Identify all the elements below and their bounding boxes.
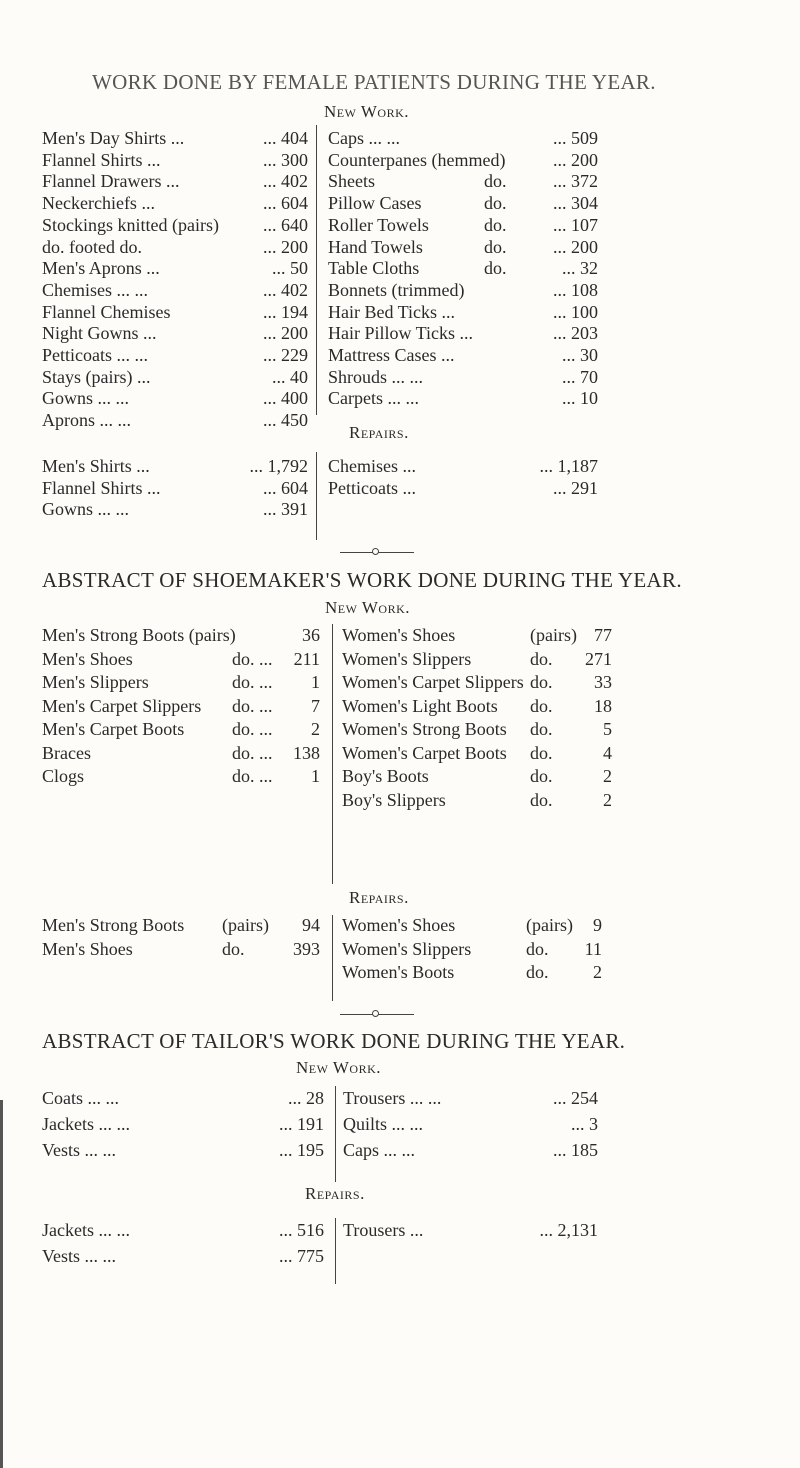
item-unit: do.: [530, 766, 553, 786]
item-label: Table Cloths: [328, 258, 420, 279]
item-label: Vests ... ...: [42, 1246, 117, 1266]
item-label: Petticoats ...: [328, 477, 416, 498]
item-count: ... 50: [272, 258, 308, 279]
item-label: do. footed do.: [42, 236, 142, 257]
item-count: 2: [603, 789, 612, 810]
item-count: 2: [593, 962, 602, 982]
item-unit: do.: [526, 938, 549, 959]
item-label: Gowns ... ...: [42, 388, 130, 409]
section3-column-divider: [335, 1086, 336, 1182]
item-count: ... 1,187: [539, 456, 598, 476]
item-count: ... 372: [553, 171, 598, 192]
item-count: ... 3: [571, 1114, 598, 1134]
item-label: Neckerchiefs ...: [42, 193, 155, 214]
item-label: Caps ... ...: [328, 128, 400, 148]
item-label: Women's Boots: [342, 962, 455, 982]
item-count: ... 304: [553, 193, 598, 214]
section1-column-divider: [316, 125, 317, 415]
item-unit: (pairs): [526, 915, 573, 935]
item-count: ... 200: [553, 236, 598, 257]
item-unit: do. ...: [232, 766, 273, 786]
item-label: Petticoats ... ...: [42, 345, 148, 365]
item-label: Bonnets (trimmed): [328, 279, 465, 300]
item-unit: (pairs): [530, 625, 577, 645]
item-count: 2: [311, 719, 320, 739]
item-label: Chemises ...: [328, 456, 416, 476]
item-count: ... 404: [263, 128, 308, 148]
item-count: 94: [302, 915, 320, 935]
item-unit: do.: [484, 171, 507, 192]
table-row: [328, 478, 598, 508]
item-unit: do. ...: [232, 695, 273, 716]
item-label: Men's Strong Boots: [42, 915, 185, 935]
item-label: Stays (pairs) ...: [42, 366, 151, 387]
item-count: ... 28: [288, 1088, 324, 1108]
item-label: Quilts ... ...: [343, 1114, 424, 1134]
table-row: [42, 766, 320, 796]
item-count: ... 40: [272, 366, 308, 387]
item-unit: do.: [526, 962, 549, 982]
item-count: ... 1,792: [249, 456, 308, 476]
item-count: 5: [603, 719, 612, 739]
item-count: ... 509: [553, 128, 598, 148]
item-count: ... 200: [263, 323, 308, 344]
item-count: ... 400: [263, 388, 308, 409]
item-label: Men's Slippers: [42, 672, 149, 692]
table-row: [42, 939, 320, 969]
item-count: 11: [584, 938, 602, 959]
item-count: ... 195: [279, 1140, 324, 1160]
item-label: Men's Shirts ...: [42, 456, 150, 476]
section2-new-work-heading: New Work.: [325, 598, 411, 617]
item-label: Men's Shoes: [42, 648, 133, 669]
item-count: ... 254: [553, 1088, 598, 1108]
item-label: Women's Shoes: [342, 915, 456, 935]
item-count: ... 107: [553, 214, 598, 235]
section3-repairs-divider: [335, 1218, 336, 1284]
section3-repairs-heading: Repairs.: [305, 1184, 365, 1203]
item-label: Men's Shoes: [42, 938, 133, 959]
item-unit: do.: [484, 214, 507, 235]
item-count: 138: [293, 742, 320, 763]
item-count: ... 291: [553, 477, 598, 498]
item-count: ... 775: [279, 1246, 324, 1266]
table-row: [42, 1246, 324, 1276]
item-unit: do.: [530, 672, 553, 692]
item-count: ... 300: [263, 149, 308, 170]
item-unit: do.: [530, 789, 553, 810]
item-count: ... 200: [553, 149, 598, 170]
item-label: Counterpanes (hemmed): [328, 149, 506, 170]
table-row: [42, 499, 308, 529]
item-label: Hair Bed Ticks ...: [328, 301, 456, 322]
section1-new-work-heading: New Work.: [324, 102, 410, 121]
item-count: ... 194: [263, 301, 308, 322]
item-count: ... 516: [279, 1220, 324, 1240]
item-unit: do. ...: [232, 648, 273, 669]
table-row: [42, 410, 308, 440]
table-row: [328, 388, 598, 418]
item-count: 9: [593, 915, 602, 935]
section2-repairs-heading: Repairs.: [349, 888, 409, 907]
item-label: Women's Light Boots: [342, 695, 498, 716]
item-count: 7: [311, 695, 320, 716]
section1-repairs-divider: [316, 452, 317, 540]
item-label: Pillow Cases: [328, 193, 422, 214]
item-count: ... 200: [263, 236, 308, 257]
item-label: Boy's Boots: [342, 766, 429, 786]
item-count: ... 640: [263, 214, 308, 235]
section2-end-ornament: [372, 1010, 379, 1017]
item-label: Night Gowns ...: [42, 323, 157, 344]
item-count: ... 2,131: [539, 1220, 598, 1240]
item-label: Flannel Chemises: [42, 301, 171, 322]
item-label: Women's Slippers: [342, 938, 472, 959]
item-label: Women's Strong Boots: [342, 719, 507, 739]
table-row: [342, 962, 602, 992]
item-label: Stockings knitted (pairs): [42, 214, 219, 235]
item-unit: do. ...: [232, 742, 273, 763]
item-label: Men's Day Shirts ...: [42, 128, 185, 148]
item-count: 4: [603, 742, 612, 763]
item-count: ... 203: [553, 323, 598, 344]
item-label: Roller Towels: [328, 214, 429, 235]
item-label: Trousers ...: [343, 1220, 424, 1240]
item-count: 77: [594, 625, 612, 645]
item-count: ... 191: [279, 1114, 324, 1134]
item-count: ... 30: [562, 345, 598, 365]
item-label: Hand Towels: [328, 236, 423, 257]
item-count: ... 402: [263, 279, 308, 300]
item-count: ... 70: [562, 366, 598, 387]
item-unit: do. ...: [232, 672, 273, 692]
section2-column-divider: [332, 624, 333, 884]
item-label: Men's Strong Boots (pairs): [42, 625, 236, 645]
item-label: Hair Pillow Ticks ...: [328, 323, 474, 344]
item-count: ... 10: [562, 388, 598, 409]
item-count: ... 604: [263, 193, 308, 214]
item-label: Women's Carpet Slippers: [342, 672, 524, 692]
section2-title: ABSTRACT OF SHOEMAKER'S WORK DONE DURING THE YEAR.: [42, 568, 682, 592]
item-label: Flannel Shirts ...: [42, 477, 161, 498]
item-unit: (pairs): [222, 915, 269, 935]
item-label: Jackets ... ...: [42, 1220, 130, 1240]
item-label: Carpets ... ...: [328, 388, 419, 409]
item-label: Clogs: [42, 766, 85, 786]
item-unit: do.: [530, 648, 553, 669]
item-count: ... 402: [263, 171, 308, 192]
item-count: 36: [302, 625, 320, 645]
item-unit: do.: [484, 193, 507, 214]
item-unit: do.: [530, 695, 553, 716]
item-label: Flannel Shirts ...: [42, 149, 161, 170]
item-count: ... 100: [553, 301, 598, 322]
item-count: 33: [594, 672, 612, 692]
item-unit: do.: [484, 258, 507, 279]
item-label: Women's Slippers: [342, 648, 472, 669]
item-label: Men's Aprons ...: [42, 258, 160, 279]
table-row: [42, 1140, 324, 1170]
item-unit: do.: [484, 236, 507, 257]
item-label: Trousers ... ...: [343, 1088, 442, 1108]
item-count: ... 450: [263, 410, 308, 431]
item-label: Chemises ... ...: [42, 279, 148, 300]
item-count: ... 185: [553, 1140, 598, 1160]
section1-title: WORK DONE BY FEMALE PATIENTS DURING THE YEAR.: [92, 70, 656, 94]
item-unit: do.: [530, 742, 553, 763]
item-count: 271: [585, 648, 612, 669]
item-label: Gowns ... ...: [42, 499, 130, 520]
item-label: Braces: [42, 742, 91, 763]
section1-repairs-heading: Repairs.: [349, 423, 409, 442]
item-label: Coats ... ...: [42, 1088, 120, 1108]
item-label: Mattress Cases ...: [328, 345, 455, 365]
table-row: [343, 1140, 598, 1170]
item-count: ... 108: [553, 279, 598, 300]
item-count: 211: [293, 648, 320, 669]
section3-new-work-heading: New Work.: [296, 1058, 382, 1077]
item-label: Boy's Slippers: [342, 789, 446, 810]
section1-end-ornament: [372, 548, 379, 555]
item-label: Men's Carpet Slippers: [42, 695, 202, 716]
item-label: Shrouds ... ...: [328, 366, 424, 387]
table-row: [342, 790, 612, 820]
item-label: Aprons ... ...: [42, 410, 131, 431]
item-label: Men's Carpet Boots: [42, 719, 185, 739]
item-label: Jackets ... ...: [42, 1114, 130, 1134]
item-label: Women's Shoes: [342, 625, 456, 645]
item-label: Caps ... ...: [343, 1140, 415, 1160]
item-unit: do. ...: [232, 719, 273, 739]
item-label: Flannel Drawers ...: [42, 171, 180, 192]
section3-title: ABSTRACT OF TAILOR'S WORK DONE DURING THE YEAR.: [42, 1029, 626, 1053]
item-label: Women's Carpet Boots: [342, 742, 507, 763]
item-count: 2: [603, 766, 612, 786]
item-count: ... 32: [562, 258, 598, 279]
section2-repairs-divider: [332, 915, 333, 1001]
item-count: 18: [594, 695, 612, 716]
item-label: Vests ... ...: [42, 1140, 117, 1160]
item-count: 1: [311, 766, 320, 786]
item-unit: do.: [222, 938, 245, 959]
item-count: 393: [293, 938, 320, 959]
item-count: ... 229: [263, 345, 308, 365]
item-count: ... 604: [263, 477, 308, 498]
item-count: ... 391: [263, 499, 308, 520]
item-unit: do.: [530, 719, 553, 739]
item-label: Sheets: [328, 171, 375, 192]
page-edge-shadow: [0, 1100, 3, 1468]
table-row: [343, 1220, 598, 1250]
item-count: 1: [311, 672, 320, 692]
